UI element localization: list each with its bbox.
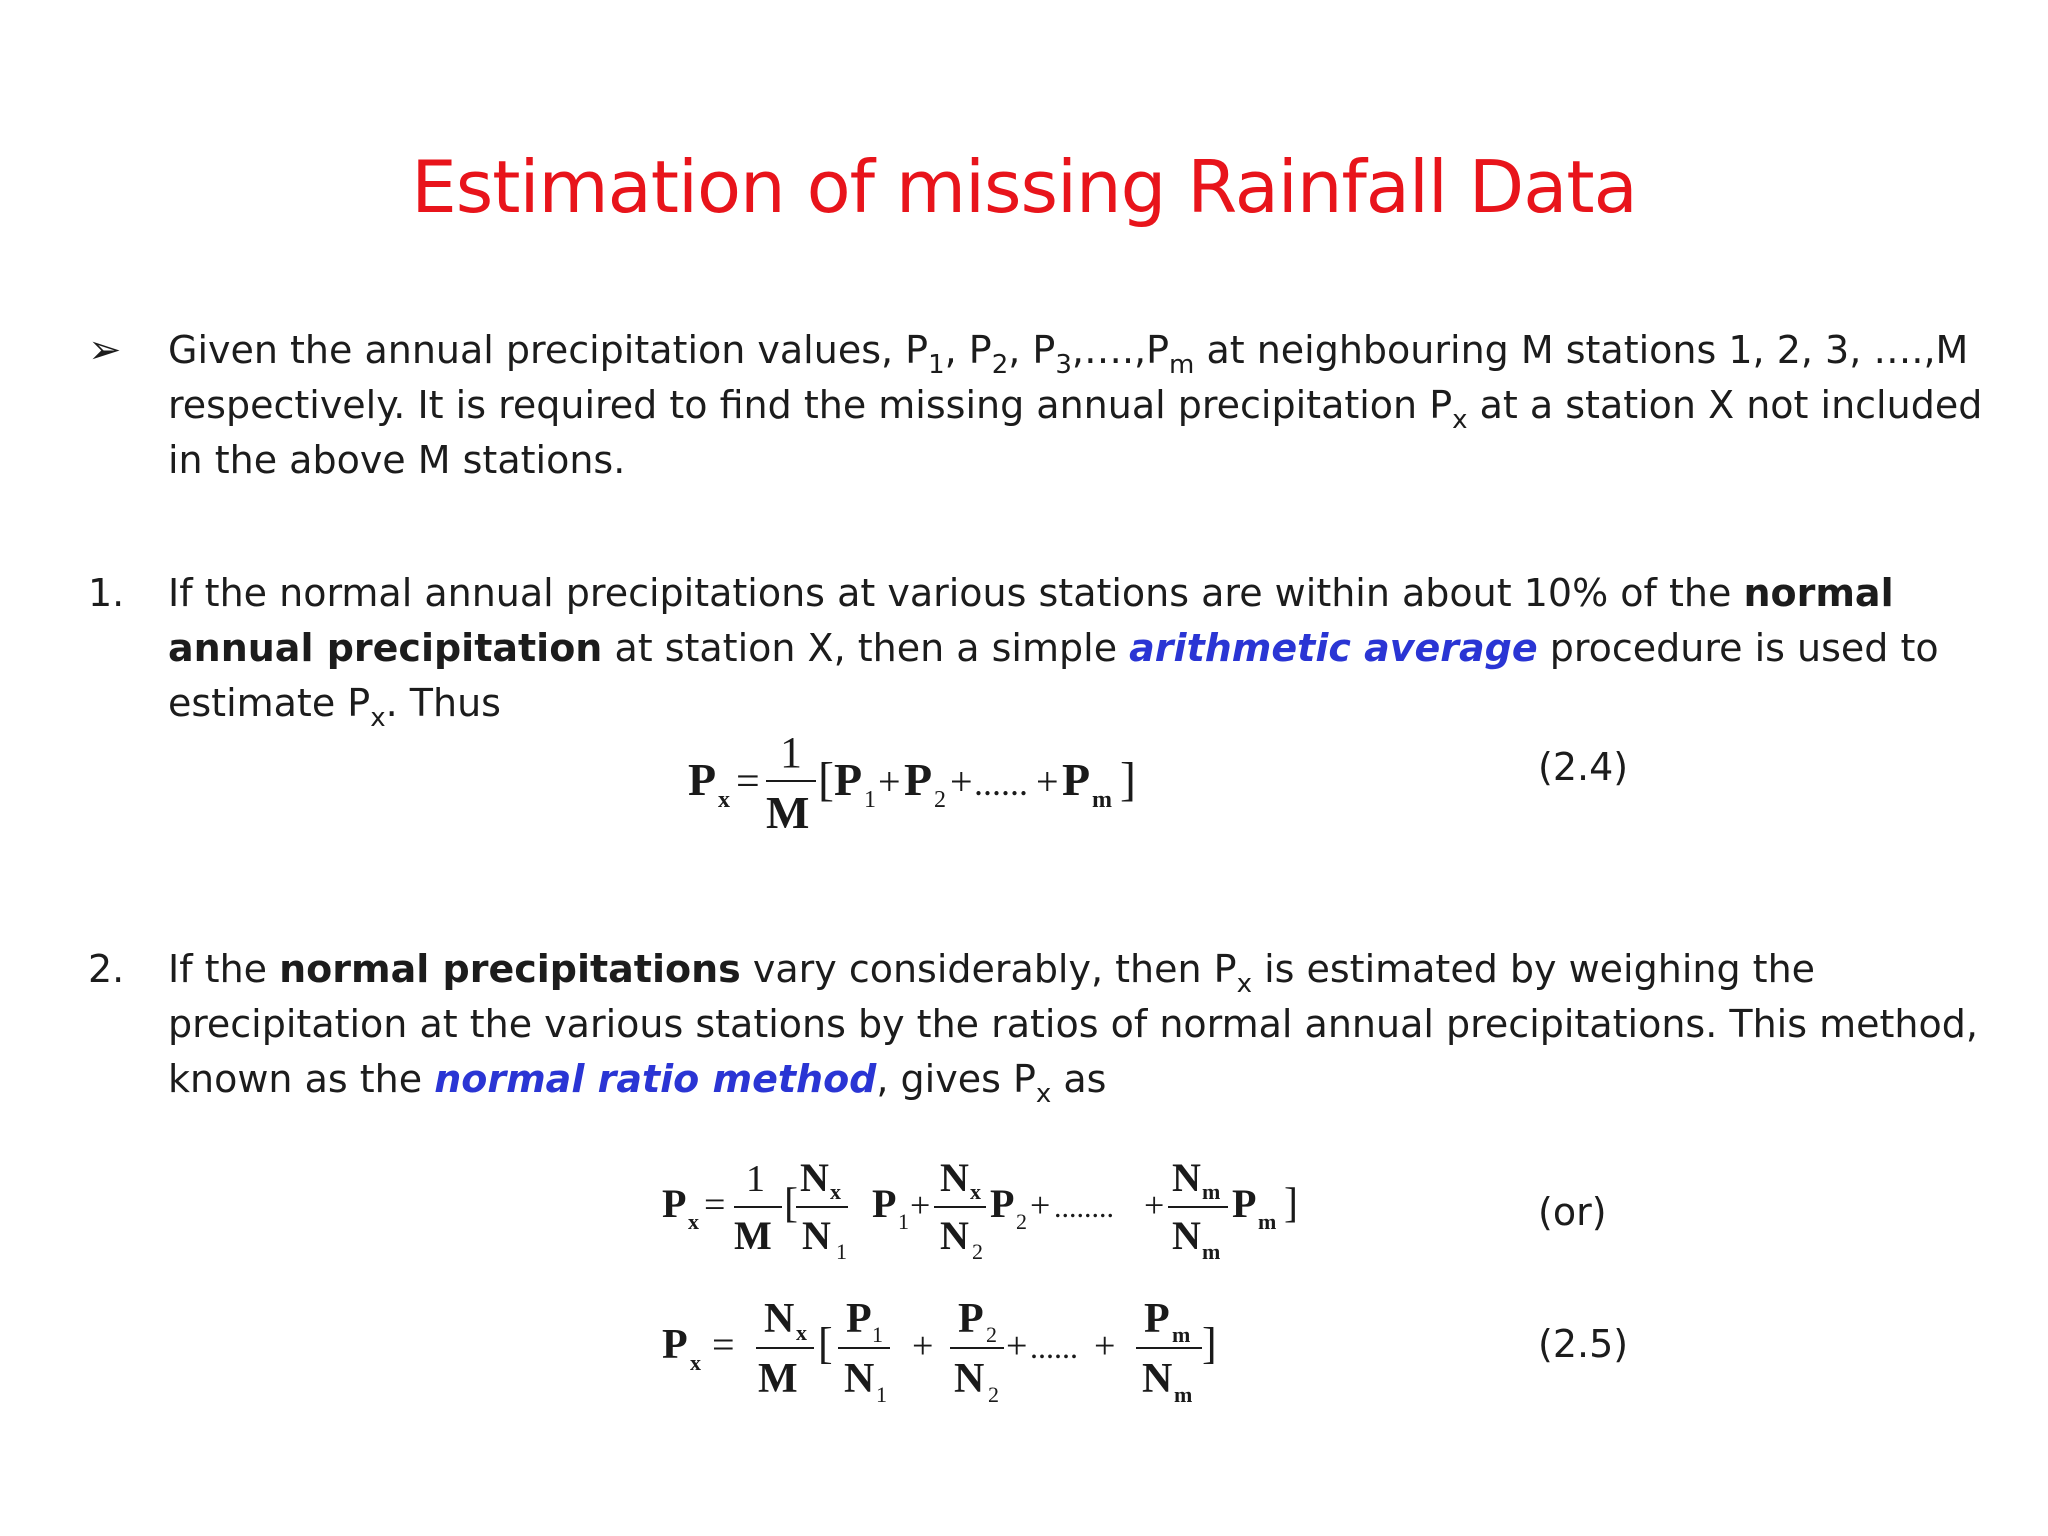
- eq-symbol: m: [1258, 1209, 1277, 1234]
- equation-number-2-5: (2.5): [1538, 1322, 1629, 1366]
- equation-normal-ratio-a: [660, 1155, 1340, 1289]
- eq-symbol: 1: [746, 1158, 765, 1200]
- eq-symbol: ]: [1120, 753, 1136, 806]
- eq-symbol: N: [954, 1356, 985, 1402]
- eq-symbol: P: [846, 1296, 872, 1342]
- eq-symbol: N: [940, 1213, 969, 1258]
- eq-symbol: N: [844, 1356, 875, 1402]
- eq-symbol: 2: [1016, 1209, 1027, 1234]
- item-2-paragraph: If the normal precipitations vary considerably, then $P_x$ is estimated by weighing the precipitation at the various stations by the ratios of normal annual precipitations. This method, known as the normal ratio method, gives $P_x$ as: [168, 947, 1978, 1109]
- eq-symbol: ........: [1054, 1191, 1114, 1224]
- eq-symbol: m: [1172, 1322, 1191, 1347]
- eq-symbol: M: [758, 1356, 798, 1402]
- equation-2-4: [680, 725, 1160, 849]
- eq-symbol: x: [970, 1179, 981, 1204]
- eq-symbol: P: [1062, 754, 1091, 805]
- eq-symbol: +: [1094, 1325, 1116, 1367]
- equation-2-5: [660, 1292, 1300, 1426]
- eq-symbol: 2: [934, 787, 946, 813]
- bullet-arrow-icon: ➢: [88, 327, 122, 373]
- eq-symbol: ]: [1202, 1319, 1217, 1368]
- eq-symbol: =: [704, 1184, 726, 1226]
- eq-symbol: 1: [898, 1209, 909, 1234]
- eq-symbol: +: [910, 1185, 931, 1225]
- eq-symbol: P: [662, 1181, 687, 1226]
- eq-symbol: m: [1174, 1382, 1193, 1407]
- eq-symbol: x: [796, 1320, 807, 1345]
- eq-symbol: N: [802, 1213, 831, 1258]
- eq-symbol: 2: [972, 1239, 983, 1264]
- eq-symbol: P: [958, 1296, 984, 1342]
- eq-symbol: =: [712, 1322, 735, 1367]
- eq-symbol: x: [688, 1209, 699, 1234]
- eq-symbol: [: [818, 1319, 833, 1368]
- eq-symbol: [: [818, 753, 834, 806]
- eq-symbol: =: [736, 759, 760, 805]
- eq-symbol: N: [764, 1296, 795, 1342]
- eq-symbol: 1: [872, 1322, 883, 1347]
- eq-symbol: [: [784, 1181, 798, 1227]
- eq-symbol: N: [1142, 1356, 1173, 1402]
- eq-symbol: P: [1144, 1296, 1170, 1342]
- eq-symbol: 2: [986, 1322, 997, 1347]
- eq-symbol: P: [872, 1181, 897, 1226]
- slide-title: Estimation of missing Rainfall Data: [411, 145, 1637, 229]
- eq-symbol: P: [688, 754, 717, 805]
- eq-symbol: +: [1030, 1185, 1051, 1225]
- eq-symbol: 1: [864, 787, 876, 813]
- equation-or-label: (or): [1538, 1190, 1607, 1234]
- eq-symbol: m: [1092, 787, 1112, 813]
- eq-symbol: M: [766, 787, 810, 838]
- eq-symbol: x: [830, 1179, 841, 1204]
- eq-symbol: N: [940, 1155, 969, 1200]
- eq-symbol: ]: [1284, 1181, 1298, 1227]
- eq-symbol: x: [718, 787, 730, 813]
- eq-symbol: N: [1172, 1213, 1201, 1258]
- eq-symbol: x: [690, 1350, 701, 1375]
- eq-symbol: N: [800, 1155, 829, 1200]
- eq-symbol: m: [1202, 1179, 1221, 1204]
- eq-symbol: ......: [1030, 1329, 1078, 1365]
- eq-symbol: +: [950, 759, 973, 804]
- eq-symbol: M: [734, 1213, 772, 1258]
- equation-number-2-4: (2.4): [1538, 745, 1629, 789]
- eq-symbol: P: [904, 754, 933, 805]
- eq-symbol: 1: [780, 728, 802, 777]
- eq-symbol: N: [1172, 1155, 1201, 1200]
- eq-symbol: m: [1202, 1239, 1221, 1264]
- eq-symbol: +: [1036, 759, 1059, 804]
- eq-symbol: ......: [974, 763, 1028, 803]
- eq-symbol: P: [1232, 1181, 1257, 1226]
- eq-symbol: 1: [836, 1239, 847, 1264]
- eq-symbol: +: [1144, 1185, 1165, 1225]
- eq-symbol: 1: [876, 1382, 887, 1407]
- item-1-number: 1.: [88, 571, 125, 615]
- eq-symbol: +: [878, 759, 901, 804]
- eq-symbol: P: [662, 1322, 688, 1368]
- eq-symbol: P: [990, 1181, 1015, 1226]
- item-1-paragraph: If the normal annual precipitations at various stations are within about 10% of the normal annual precipitation at station X, then a simple arithmetic average procedure is used to estimate $P_x$. Thus: [168, 571, 1939, 733]
- eq-symbol: 2: [988, 1382, 999, 1407]
- eq-symbol: +: [912, 1325, 934, 1367]
- bullet-paragraph: Given the annual precipitation values, $P_1$, $P_2$, $P_3,\dots.,P_m$ at neighbouring M stations 1, 2, 3, ….,M respectively. It is required to find the missing annual precipitation $P_x$ at a station X not included in the above M stations.: [168, 328, 1983, 482]
- item-2-number: 2.: [88, 947, 125, 991]
- eq-symbol: +: [1006, 1325, 1028, 1367]
- eq-symbol: P: [834, 754, 863, 805]
